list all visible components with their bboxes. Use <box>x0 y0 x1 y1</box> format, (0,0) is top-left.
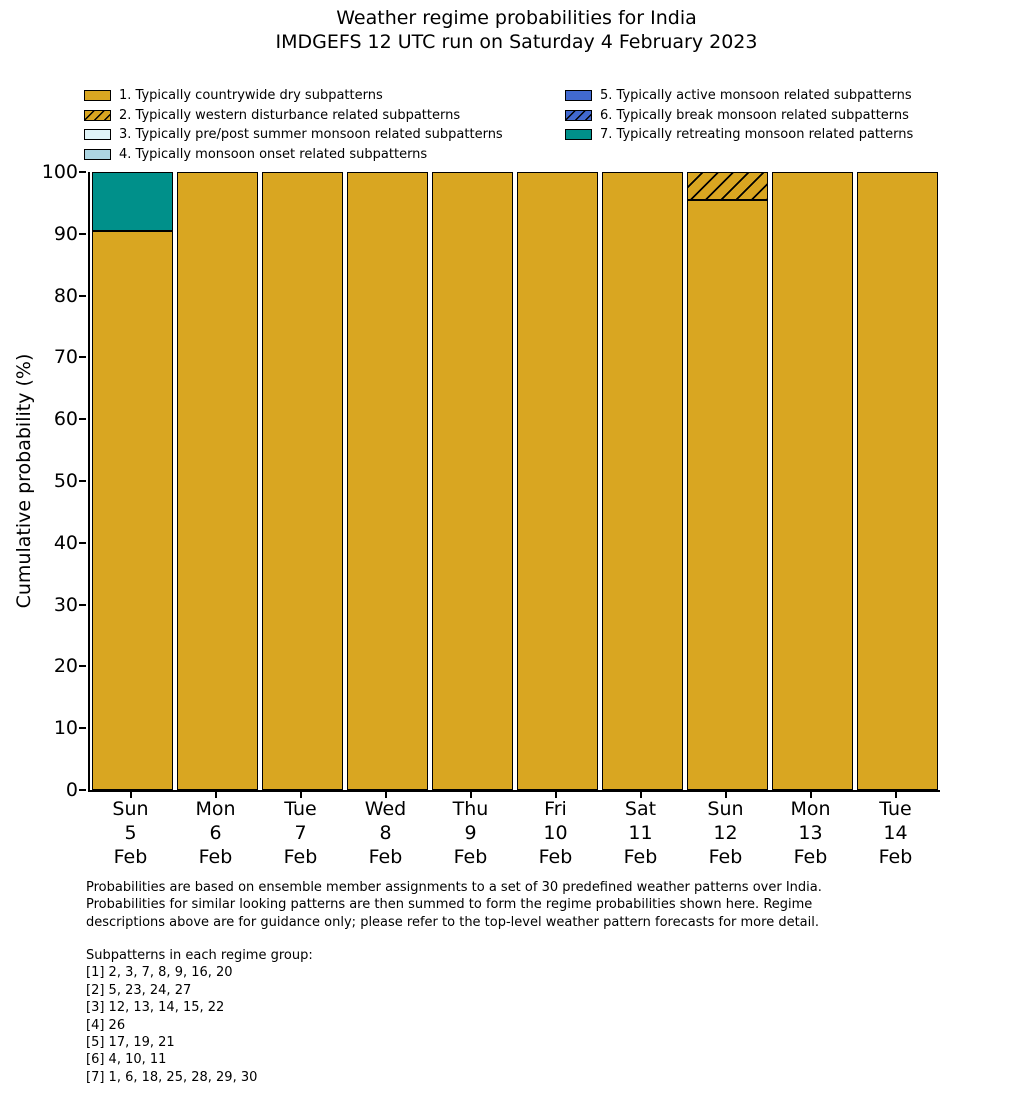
y-tick-label: 0 <box>65 779 78 801</box>
subpatterns-header: Subpatterns in each regime group: <box>86 948 313 963</box>
legend-item-label: 2. Typically western disturbance related subpatterns <box>119 107 461 123</box>
legend-item-label: 6. Typically break monsoon related subpatterns <box>600 107 909 123</box>
x-tick-label-line: Feb <box>538 846 573 868</box>
legend-item <box>84 106 503 126</box>
bar-segment <box>347 172 428 790</box>
bar-segment <box>687 172 768 200</box>
y-tick-label: 50 <box>53 470 78 492</box>
y-tick-mark <box>79 171 86 173</box>
footer-line: descriptions above are for guidance only; please refer to the top-level weather pattern forecasts for more detail. <box>86 914 819 930</box>
bar-day-mon-6 <box>177 172 258 790</box>
footer-note <box>86 879 822 931</box>
bar-day-sat-11 <box>602 172 683 790</box>
x-tick-label-line: 11 <box>628 822 653 844</box>
legend-item <box>84 145 503 165</box>
y-tick-label: 90 <box>53 222 78 245</box>
y-tick-label: 100 <box>41 161 78 183</box>
subpattern-line: [7] 1, 6, 18, 25, 28, 29, 30 <box>86 1069 258 1085</box>
x-tick-label-line: 13 <box>798 822 823 844</box>
x-tick-label-line: 7 <box>294 822 307 844</box>
y-tick-label: 60 <box>53 408 78 431</box>
x-tick-label-line: Thu <box>452 798 489 820</box>
y-tick-label: 10 <box>53 717 78 740</box>
subpattern-line: [4] 26 <box>86 1017 126 1033</box>
chart-title: Weather regime probabilities for India <box>336 7 697 29</box>
legend-swatch-icon <box>565 110 592 121</box>
footer-line: Probabilities for similar looking patterns are then summed to form the regime probabilities shown here. Regime <box>86 897 813 913</box>
y-tick-label: 30 <box>53 593 78 616</box>
subpattern-line: [1] 2, 3, 7, 8, 9, 16, 20 <box>86 965 233 981</box>
legend-swatch-icon <box>84 129 111 140</box>
legend-swatch-icon <box>84 149 111 160</box>
y-tick-label: 20 <box>53 655 78 678</box>
subpattern-line: [3] 12, 13, 14, 15, 22 <box>86 1000 225 1016</box>
bar-segment <box>772 172 853 790</box>
x-tick-label-line: 9 <box>464 822 477 844</box>
y-tick-mark <box>79 727 86 729</box>
bar-day-tue-7 <box>262 172 343 790</box>
x-tick-label <box>853 797 938 869</box>
legend-item-label: 4. Typically monsoon onset related subpatterns <box>119 147 428 163</box>
bar-segment <box>262 172 343 790</box>
x-tick-label-line: Feb <box>453 846 488 868</box>
bar-segment <box>177 172 258 790</box>
legend-item-label: 1. Typically countrywide dry subpatterns <box>119 88 383 104</box>
bar-day-fri-10 <box>517 172 598 790</box>
subpattern-line: [5] 17, 19, 21 <box>86 1035 175 1051</box>
bar-day-tue-14 <box>857 172 938 790</box>
x-tick-label-line: Feb <box>878 846 913 868</box>
x-tick-label <box>173 797 258 869</box>
x-tick-label <box>428 797 513 869</box>
subpattern-line: [6] 4, 10, 11 <box>86 1052 167 1068</box>
bar-segment <box>92 172 173 231</box>
x-tick-label-line: 14 <box>883 822 908 844</box>
y-tick-mark <box>79 480 86 482</box>
legend-item-label: 7. Typically retreating monsoon related patterns <box>600 127 914 143</box>
y-tick-label: 80 <box>53 284 78 307</box>
y-tick-mark <box>79 789 86 791</box>
x-tick-label-line: Sat <box>624 798 657 820</box>
bar-day-thu-9 <box>432 172 513 790</box>
bar-segment <box>432 172 513 790</box>
x-tick-label <box>768 797 853 869</box>
y-axis-label: Cumulative probability (%) <box>13 353 35 609</box>
plot-area <box>88 172 940 792</box>
x-tick-label-line: Tue <box>879 798 912 820</box>
x-tick-label-line: Fri <box>544 798 567 820</box>
legend-swatch-icon <box>565 90 592 101</box>
x-tick-label <box>88 797 173 869</box>
x-tick-label-line: Sun <box>707 798 744 820</box>
legend-item <box>565 125 913 145</box>
x-tick-label <box>598 797 683 869</box>
legend-item <box>565 106 913 126</box>
y-tick-mark <box>79 604 86 606</box>
x-tick-label-line: 10 <box>543 822 568 844</box>
x-tick-label <box>513 797 598 869</box>
x-tick-label <box>258 797 343 869</box>
bar-segment <box>517 172 598 790</box>
bar-segment <box>92 231 173 790</box>
y-tick-mark <box>79 233 86 235</box>
x-tick-label-line: Tue <box>284 798 317 820</box>
x-tick-label-line: Mon <box>195 798 236 820</box>
bar-day-sun-12 <box>687 172 768 790</box>
x-tick-label-line: Feb <box>113 846 148 868</box>
x-tick-label-line: Wed <box>364 798 407 820</box>
x-tick-label-line: Sun <box>112 798 149 820</box>
footer-line: Probabilities are based on ensemble member assignments to a set of 30 predefined weather patterns over India. <box>86 880 822 895</box>
legend-item-label: 5. Typically active monsoon related subpatterns <box>600 88 912 104</box>
legend-item <box>84 125 503 145</box>
legend-swatch-icon <box>565 129 592 140</box>
x-tick-label-line: Feb <box>708 846 743 868</box>
bar-day-wed-8 <box>347 172 428 790</box>
subpatterns-list <box>86 947 313 1086</box>
x-tick-label-line: 8 <box>379 822 392 844</box>
bar-day-sun-5 <box>92 172 173 790</box>
legend-swatch-icon <box>84 110 111 121</box>
y-tick-label: 40 <box>53 531 78 554</box>
x-tick-label-line: Feb <box>623 846 658 868</box>
y-tick-mark <box>79 356 86 358</box>
chart-subtitle: IMDGEFS 12 UTC run on Saturday 4 February 2023 <box>275 31 758 53</box>
x-tick-label-line: 12 <box>713 822 738 844</box>
x-tick-label-line: Mon <box>790 798 831 820</box>
x-tick-label-line: Feb <box>283 846 318 868</box>
x-tick-label <box>683 797 768 869</box>
y-tick-label: 70 <box>53 346 78 369</box>
y-tick-mark <box>79 665 86 667</box>
legend-item <box>84 86 503 106</box>
bar-segment <box>687 200 768 790</box>
x-tick-label-line: 6 <box>209 822 222 844</box>
legend-column-right <box>565 86 913 145</box>
x-tick-label <box>343 797 428 869</box>
x-tick-label-line: Feb <box>793 846 828 868</box>
bar-segment <box>602 172 683 790</box>
legend-item-label: 3. Typically pre/post summer monsoon related subpatterns <box>119 127 503 143</box>
bar-day-mon-13 <box>772 172 853 790</box>
x-tick-label-line: Feb <box>368 846 403 868</box>
y-tick-mark <box>79 542 86 544</box>
y-tick-mark <box>79 295 86 297</box>
x-tick-label-line: 5 <box>124 822 137 844</box>
bar-segment <box>857 172 938 790</box>
x-tick-label-line: Feb <box>198 846 233 868</box>
subpattern-line: [2] 5, 23, 24, 27 <box>86 982 192 998</box>
legend-item <box>565 86 913 106</box>
legend-column-left <box>84 86 503 164</box>
legend-swatch-icon <box>84 90 111 101</box>
y-tick-mark <box>79 418 86 420</box>
